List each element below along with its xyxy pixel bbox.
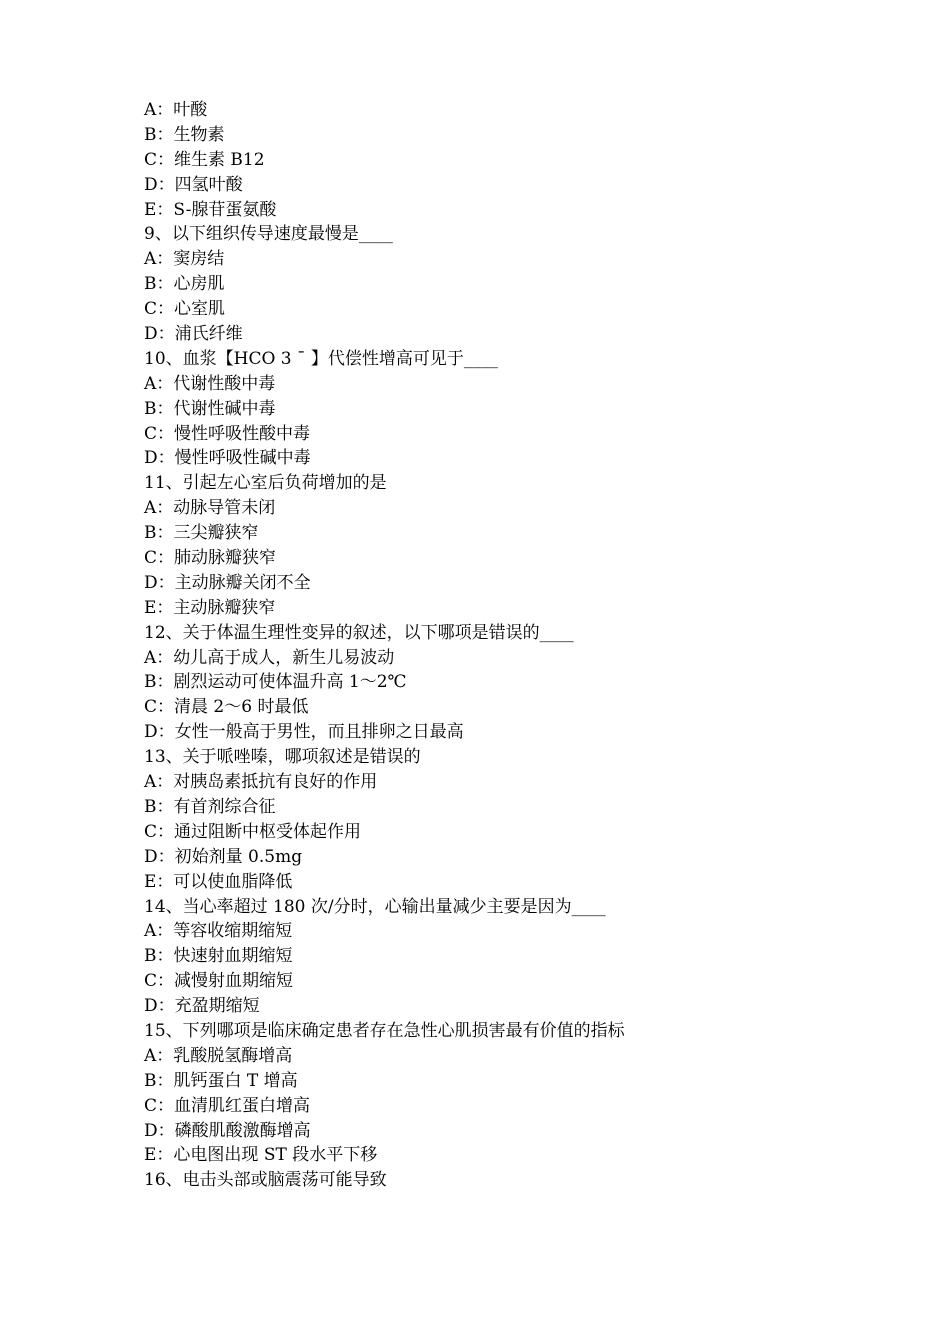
text-line: 14、当心率超过 180 次/分时，心输出量减少主要是因为____	[144, 896, 606, 917]
text-line: E：心电图出现 ST 段水平下移	[144, 1145, 378, 1166]
text-line: A：等容收缩期缩短	[144, 921, 293, 942]
question-list	[144, 98, 824, 1193]
text-line: B：剧烈运动可使体温升高 1～2℃	[144, 672, 407, 693]
text-line: A：对胰岛素抵抗有良好的作用	[144, 772, 378, 793]
text-line: D：磷酸肌酸激酶增高	[144, 1120, 311, 1141]
text-line: A：幼儿高于成人，新生儿易波动	[144, 647, 395, 668]
text-line: 12、关于体温生理性变异的叙述，以下哪项是错误的____	[144, 622, 574, 643]
text-line: 15、下列哪项是临床确定患者存在急性心肌损害最有价值的指标	[144, 1020, 625, 1041]
text-line: C：清晨 2～6 时最低	[144, 697, 309, 718]
text-line: D：初始剂量 0.5mg	[144, 846, 303, 867]
text-line: 16、电击头部或脑震荡可能导致	[144, 1170, 387, 1191]
text-line: 10、血浆【HCO 3 ¯ 】代偿性增高可见于____	[144, 348, 498, 369]
text-line: C：通过阻断中枢受体起作用	[144, 821, 362, 842]
text-line: A：动脉导管未闭	[144, 498, 276, 519]
text-line: 9、以下组织传导速度最慢是____	[144, 224, 393, 245]
text-line: D：四氢叶酸	[144, 174, 243, 195]
text-line: B：心房肌	[144, 274, 225, 295]
text-line: E：S-腺苷蛋氨酸	[144, 199, 277, 220]
text-line: C：维生素 B12	[144, 149, 265, 170]
text-line: C：慢性呼吸性酸中毒	[144, 423, 311, 444]
text-line: C：减慢射血期缩短	[144, 971, 294, 992]
text-line: B：代谢性碱中毒	[144, 398, 276, 419]
text-line: C：血清肌红蛋白增高	[144, 1095, 311, 1116]
text-line: B：肌钙蛋白 T 增高	[144, 1070, 298, 1091]
text-line: A：代谢性酸中毒	[144, 373, 276, 394]
text-line: C：心室肌	[144, 299, 226, 320]
text-line: E：主动脉瓣狭窄	[144, 597, 276, 618]
text-line: A：窦房结	[144, 249, 225, 270]
text-line: D：浦氏纤维	[144, 324, 243, 345]
text-line: A：乳酸脱氢酶增高	[144, 1045, 293, 1066]
text-line: E：可以使血脂降低	[144, 871, 293, 892]
text-line: B：快速射血期缩短	[144, 946, 293, 967]
text-line: D：主动脉瓣关闭不全	[144, 572, 311, 593]
text-line: A：叶酸	[144, 100, 208, 120]
text-line: D：充盈期缩短	[144, 996, 260, 1017]
text-line: C：肺动脉瓣狭窄	[144, 548, 277, 569]
text-line: 11、引起左心室后负荷增加的是	[144, 473, 387, 494]
text-line: D：女性一般高于男性，而且排卵之日最高	[144, 722, 464, 743]
text-line: 13、关于哌唑嗪，哪项叙述是错误的	[144, 747, 421, 768]
text-line: D：慢性呼吸性碱中毒	[144, 448, 311, 469]
text-line: B：有首剂综合征	[144, 796, 276, 817]
text-line: B：生物素	[144, 124, 225, 145]
text-line: B：三尖瓣狭窄	[144, 523, 259, 544]
